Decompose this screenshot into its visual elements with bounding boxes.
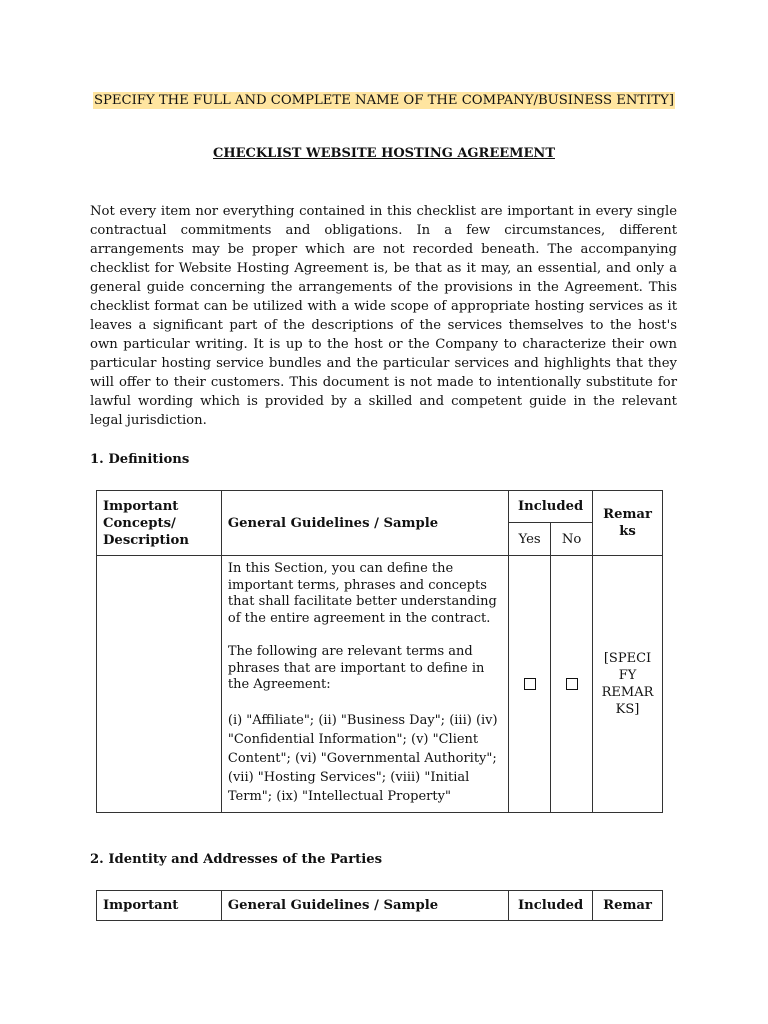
section-2-heading: 2. Identity and Addresses of the Parties: [90, 852, 383, 867]
header-concepts: [97, 491, 222, 556]
remarks-cell: [593, 556, 663, 813]
remark-line-1: [SPECI: [603, 651, 652, 666]
definitions-header-row-1: [97, 491, 663, 523]
yes-cell: [509, 556, 551, 813]
header-concepts-line-1: Important: [103, 498, 179, 514]
header-concepts-line-3: Description: [103, 532, 189, 548]
remark-line-3: REMAR: [601, 685, 654, 700]
company-name-highlight: SPECIFY THE FULL AND COMPLETE NAME OF THE COMPANY/BUSINESS ENTITY]: [93, 93, 675, 108]
guideline-paragraph-1: In this Section, you can define the important terms, phrases and concepts that shall facilitate better understanding of the entire agreement in the contract.: [227, 561, 497, 626]
no-checkbox[interactable]: [566, 678, 578, 690]
no-cell: [551, 556, 593, 813]
header-yes: Yes: [509, 523, 551, 556]
parties-header-remarks: Remar: [593, 891, 663, 921]
remark-line-4: KS]: [615, 702, 640, 717]
guideline-paragraph-3: (i) "Affiliate"; (ii) "Business Day"; (iii) (iv) "Confidential Information"; (v) "Client Content"; (vi) "Governmental Authority"; (vii) "Hosting Services"; (viii) "Initial Term"; (ix) "Intellectual Property": [227, 712, 498, 804]
parties-header-included: Included: [509, 891, 593, 921]
header-remarks: [593, 491, 663, 556]
remark-line-2: FY: [618, 668, 637, 683]
guidelines-cell: [221, 556, 508, 813]
header-included: Included: [509, 491, 593, 523]
intro-paragraph: Not every item nor everything contained in this checklist are important in every single contractual commitments and obligations. In a few circumstances, different arrangements may be proper which are not recorded beneath. The accompanying checklist for Website Hosting Agreement is, be that as it may, an essential, and only a general guide concerning the arrangements of the provisions in the Agreement. This checklist format can be utilized with a wide scope of appropriate hosting services as it leaves a significant part of the descriptions of the services themselves to the host's own particular writing. It is up to the host or the Company to characterize their own particular hosting service bundles and the particular services and highlights that they will offer to their customers. This document is not made to intentionally substitute for lawful wording which is provided by a skilled and competent guide in the relevant legal jurisdiction.: [90, 204, 677, 428]
header-remarks-line-1: Remar: [603, 507, 652, 522]
company-name-placeholder: [0, 91, 768, 110]
section-1-heading: 1. Definitions: [90, 452, 190, 467]
header-no: No: [551, 523, 593, 556]
document-title: CHECKLIST WEBSITE HOSTING AGREEMENT: [213, 146, 555, 161]
concept-cell: [97, 556, 222, 813]
parties-header-row: [97, 891, 663, 921]
header-remarks-line-2: ks: [619, 524, 636, 539]
header-concepts-line-2: Concepts/: [103, 515, 176, 531]
parties-header-guidelines: General Guidelines / Sample: [221, 891, 508, 921]
header-guidelines: General Guidelines / Sample: [221, 491, 508, 556]
parties-header-concepts: Important: [97, 891, 222, 921]
yes-checkbox[interactable]: [524, 678, 536, 690]
parties-table: [96, 890, 663, 921]
definitions-table: [96, 490, 663, 813]
definitions-row: [97, 556, 663, 813]
guideline-paragraph-2: The following are relevant terms and phrases that are important to define in the Agreement:: [227, 644, 485, 692]
